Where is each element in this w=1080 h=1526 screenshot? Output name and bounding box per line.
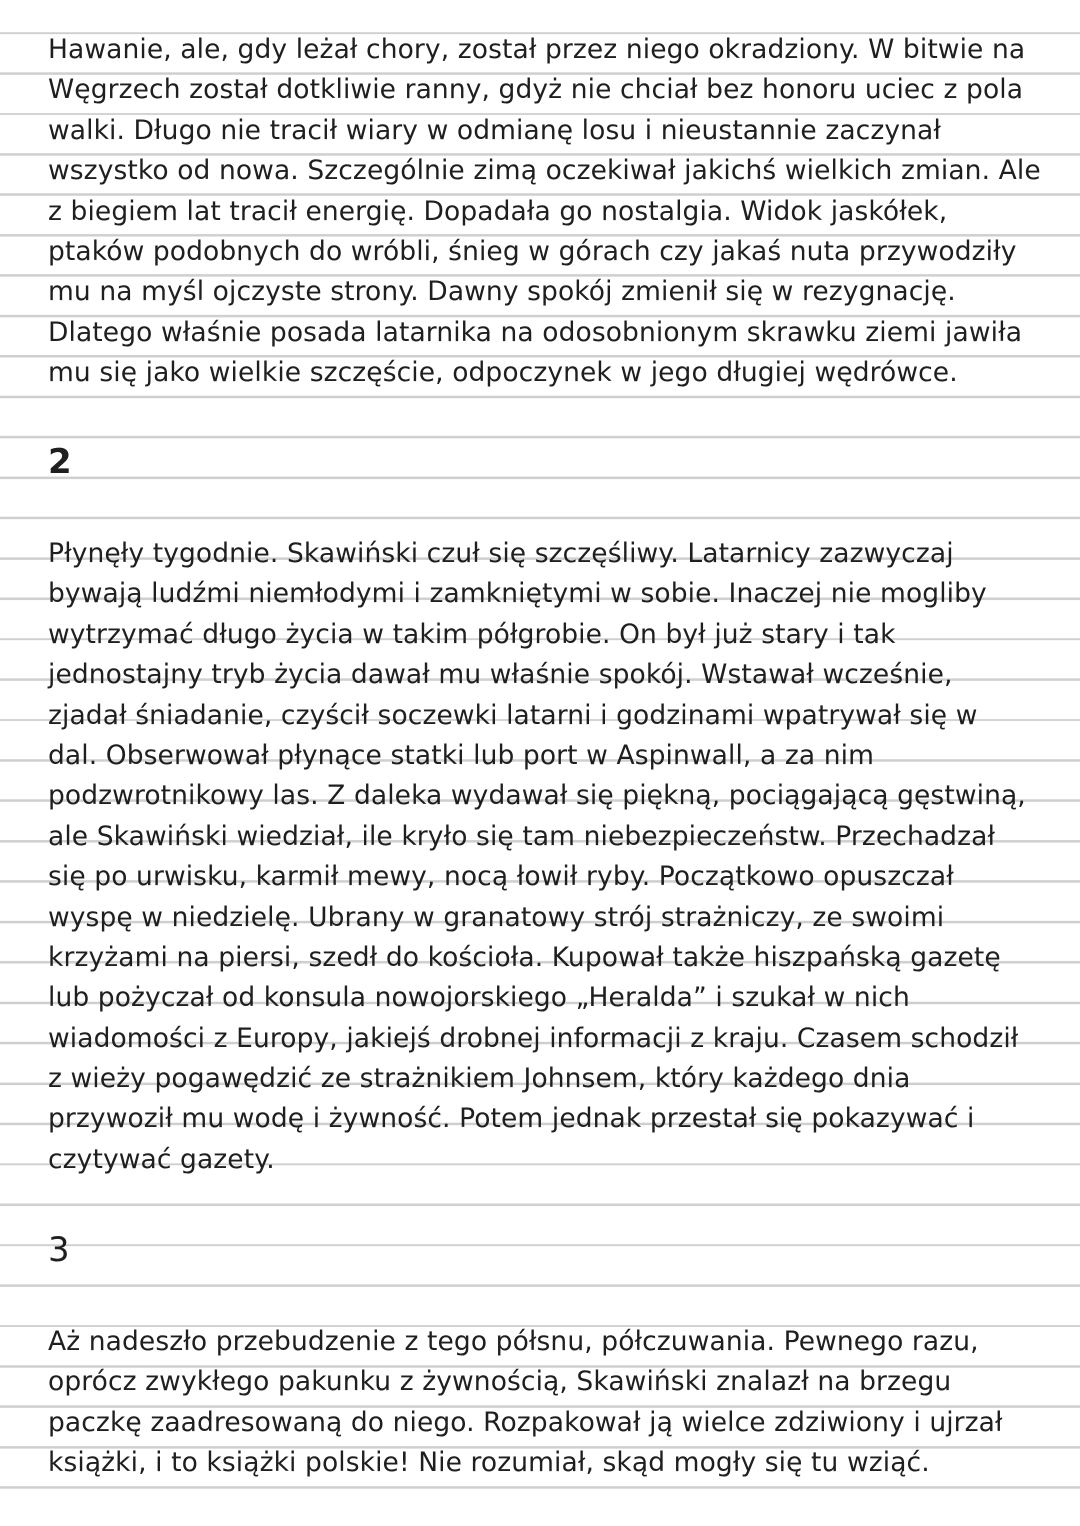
paragraph-3 xyxy=(48,1322,1048,1484)
text-line: książki, i to książki polskie! Nie rozumiał, skąd mogły się tu wziąć. xyxy=(48,1447,930,1479)
text-line: bywają ludźmi niemłodymi i zamkniętymi w sobie. Inaczej nie mogliby xyxy=(48,578,987,610)
text-line: mu się jako wielkie szczęście, odpoczynek w jego długiej wędrówce. xyxy=(48,357,958,389)
paragraph-1 xyxy=(48,30,1048,394)
text-line: zjadał śniadanie, czyścił soczewki latarni i godzinami wpatrywał się w xyxy=(48,699,978,731)
text-line: krzyżami na piersi, szedł do kościoła. Kupował także hiszpańską gazetę xyxy=(48,941,1001,973)
text-line: podzwrotnikowy las. Z daleka wydawał się piękną, pociągającą gęstwiną, xyxy=(48,780,1026,812)
text-line: z biegiem lat tracił energię. Dopadała go nostalgia. Widok jaskółek, xyxy=(48,195,948,227)
section-number-3: 3 xyxy=(48,1230,70,1270)
text-line: oprócz zwykłego pakunku z żywnością, Skawiński znalazł na brzegu xyxy=(48,1366,952,1398)
text-line: Dlatego właśnie posada latarnika na odosobnionym skrawku ziemi jawiła xyxy=(48,316,1023,348)
text-line: wyspę w niedzielę. Ubrany w granatowy strój strażniczy, ze swoimi xyxy=(48,901,945,933)
text-line: wytrzymać długo życia w takim półgrobie. On był już stary i tak xyxy=(48,618,896,650)
paragraph-2 xyxy=(48,534,1048,1180)
text-line: walki. Długo nie tracił wiary w odmianę losu i nieustannie zaczynał xyxy=(48,114,942,146)
section-number-2: 2 xyxy=(48,442,72,482)
text-line: wszystko od nowa. Szczególnie zimą oczekiwał jakichś wielkich zmian. Ale xyxy=(48,155,1041,187)
text-line: Płynęły tygodnie. Skawiński czuł się szczęśliwy. Latarnicy zazwyczaj xyxy=(48,538,954,569)
text-line: wiadomości z Europy, jakiejś drobnej informacji z kraju. Czasem schodził xyxy=(48,1022,1019,1054)
text-line: przywoził mu wodę i żywność. Potem jednak przestał się pokazywać i xyxy=(48,1103,975,1135)
text-line: dal. Obserwował płynące statki lub port w Aspinwall, a za nim xyxy=(48,739,874,771)
text-line: jednostajny tryb życia dawał mu właśnie spokój. Wstawał wcześnie, xyxy=(48,659,953,691)
text-line: czytywać gazety. xyxy=(48,1143,275,1175)
text-line: z wieży pogawędzić ze strażnikiem Johnsem, który każdego dnia xyxy=(48,1063,911,1095)
text-line: ale Skawiński wiedział, ile kryło się tam niebezpieczeństw. Przechadzał xyxy=(48,820,996,852)
text-line: Aż nadeszło przebudzenie z tego półsnu, półczuwania. Pewnego razu, xyxy=(48,1326,979,1357)
text-line: paczkę zaadresowaną do niego. Rozpakował ją wielce zdziwiony i ujrzał xyxy=(48,1406,1003,1438)
text-line: mu na myśl ojczyste strony. Dawny spokój zmienił się w rezygnację. xyxy=(48,276,956,308)
text-line: Hawanie, ale, gdy leżał chory, został przez niego okradziony. W bitwie na xyxy=(48,34,1026,65)
text-line: ptaków podobnych do wróbli, śnieg w górach czy jakaś nuta przywodziły xyxy=(48,235,1017,267)
text-line: Węgrzech został dotkliwie ranny, gdyż nie chciał bez honoru uciec z pola xyxy=(48,74,1024,106)
text-line: lub pożyczał od konsula nowojorskiego „Heralda” i szukał w nich xyxy=(48,982,910,1014)
text-line: się po urwisku, karmił mewy, nocą łowił ryby. Początkowo opuszczał xyxy=(48,861,954,893)
